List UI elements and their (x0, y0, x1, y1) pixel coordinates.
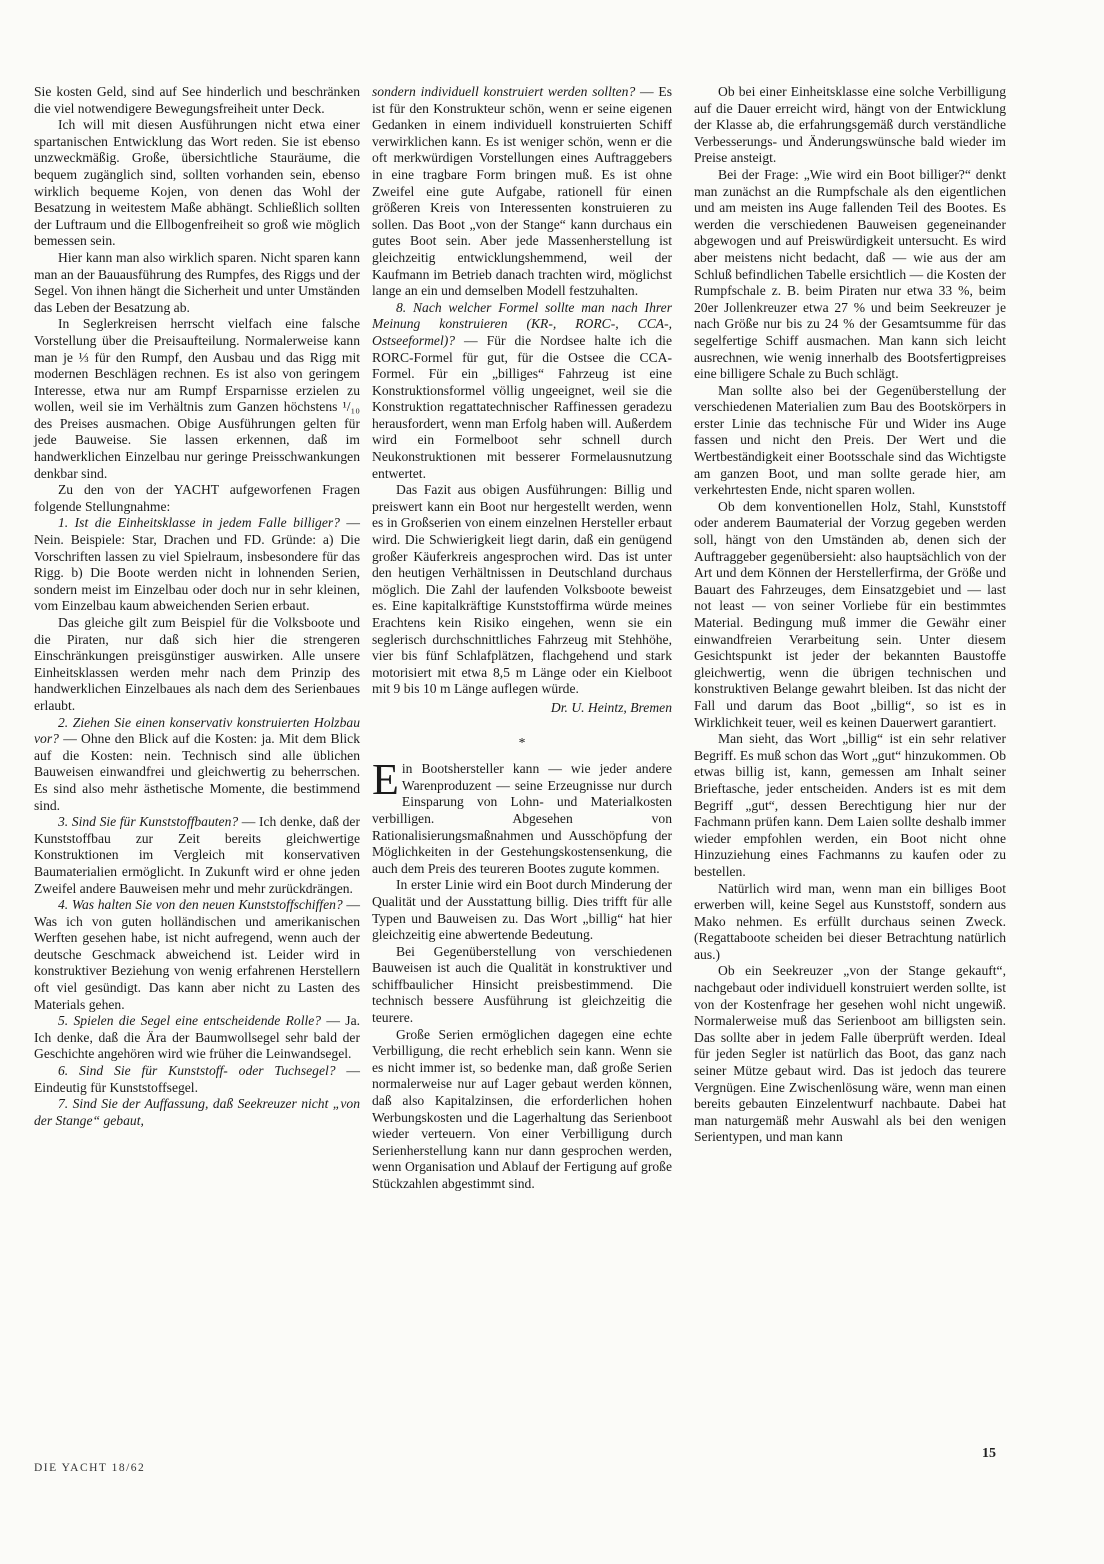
paragraph: Das Fazit aus obigen Ausführungen: Billig und preiswert kann ein Boot nur hergestellt werden, wenn es in Großserien von einem einzelnen Hersteller erbaut wird. Die Schwierigkeit liegt darin, daß ein genügend großer Käuferkreis angesprochen wird. Das ist unter den heutigen Verhältnissen in Deutschland durchaus möglich. Die Zahl der laufenden Volksboote beweist es. Eine kapitalkräftige Kunststoffirma würde meines Erachtens kein Risiko eingehen, wenn sie ein seglerisch durchschnittliches Fahrzeug mit Stehhöhe, vier bis fünf Schlafplätzen, flachgehend und stark motorisiert mit etwa 8,5 m Länge oder ein Kielboot mit 9 bis 10 m Länge auflegen würde. (372, 482, 672, 697)
author-signature: Dr. U. Heintz, Bremen (550, 699, 672, 715)
question-7-end: sondern individuell konstruiert werden sollten? (372, 84, 636, 99)
answer-3: — Ich denke, daß der Kunststoffbau zur Zeit bereits gleichwertige Konstruktionen im Vergleich mit konservativen Baumaterialien ermöglicht. In Zukunft wird er ohne jeden Zweifel andere Bauweisen mehr und mehr zurückdrängen. (34, 814, 360, 896)
question-answer-8 (372, 300, 672, 483)
magazine-issue: DIE YACHT 18/62 (34, 1462, 146, 1474)
paragraph: Zu den von der YACHT aufgeworfenen Fragen folgende Stellungnahme: (34, 482, 360, 514)
question-5: 5. Spielen die Segel eine entscheidende Rolle? (58, 1013, 322, 1029)
paragraph: Sie kosten Geld, sind auf See hinderlich und beschränken die viel notwendigere Bewegungsfreiheit unter Deck. (34, 84, 360, 116)
question-3: 3. Sind Sie für Kunststoffbauten? (58, 814, 239, 830)
paragraph: Das gleiche gilt zum Beispiel für die Volksboote und die Piraten, nur daß sich hier die strengeren Einschränkungen preisgünstiger auswirken. Alle unsere Einheitsklassen werden mehr nach dem Prinzip des handwerklichen Einzelbaues als nach dem des Serienbaues erlaubt. (34, 615, 360, 713)
text-column-2 (372, 84, 672, 1193)
paragraph: Bei Gegenüberstellung von verschiedenen Bauweisen ist auch die Qualität in konstruktiver und schiffbaulicher Hinsicht preisbestimmend. Die technisch bessere Ausführung ist gleichzeitig die teurere. (372, 943, 672, 1026)
question-2: 2. Ziehen Sie einen konservativ konstruierten Holzbau vor? (34, 714, 360, 747)
paragraph: In Seglerkreisen herrscht vielfach eine falsche Vorstellung über die Preisaufteilung. Normalerweise kann man je ⅓ für den Rumpf, den Ausbau und das Rigg mit modernen Beschlägen rechnen. Es ist also von geringem Interesse, etwa nur am Rumpf Ersparnisse erzielen zu wollen, weil sie im Verhältnis zum Ganzen höchstens ¹/₁₀ des Preises ausmachen. Obige Ausführungen gelten für jede Bauweise. Sie lassen erkennen, daß im handwerklichen Einzelbau nur geringe Preisschwankungen denkbar sind. (34, 316, 360, 481)
paragraph: In erster Linie wird ein Boot durch Minderung der Qualität und der Ausstattung billig. Dies trifft für alle Typen und Bauweisen zu. Das Wort „billig“ hat hier gleichzeitig eine abwertende Bedeutung. (372, 877, 672, 943)
paragraph: Man sieht, das Wort „billig“ ist ein sehr relativer Begriff. Es muß schon das Wort „gut“ hinzukommen. Ob etwas billig ist, kann, gemessen am Inhalt seiner Brieftasche, jeder entscheiden. Anders ist es mit dem Begriff „gut“, dessen Berechtigung hier nur der Fachmann prüfen kann. Dem Laien sollte deshalb immer wieder empfohlen werden, ein Boot nicht ohne Hinzuziehung eines Fachmanns zu kaufen oder zu bestellen. (694, 731, 1006, 879)
answer-4: — Was ich von guten holländischen und amerikanischen Werften gesehen habe, ist nicht aufregend, wenn auch der deutsche Geschmack abweichend ist. Leider wird in konstruktiver Beziehung von wenig erfahrenen Herstellern oft viel gesündigt. Das kann aber nicht zu Lasten des Materials gehen. (34, 897, 361, 1012)
paragraph: Ich will mit diesen Ausführungen nicht etwa einer spartanischen Entwicklung das Wort reden. Sie ist ebenso unzweckmäßig. Große, übersichtliche Stauräume, die bequem zugänglich sind, sollten vorhanden sein, ebenso wirklich bequeme Kojen, von denen das Wohl der Besatzung in weitestem Maße abhängt. Schließlich sollten der Luftraum und die Ellbogenfreiheit so groß wie möglich bemessen sein. (34, 117, 360, 249)
answer-1: — Nein. Beispiele: Star, Drachen und FD. Gründe: a) Die Vorschriften lassen zu viel Spielraum, insbesondere für das Rigg. b) Die Boote werden nicht in lohnenden Serien, sondern meist im Einzelbau oder doch nur in sehr kleinen, vom Einzelbau kaum abweichenden Serien erbaut. (34, 515, 360, 614)
paragraph: Man sollte also bei der Gegenüberstellung der verschiedenen Materialien zum Bau des Bootskörpers in erster Linie das technische Für und Wider ins Auge fassen und nicht den Preis. Der Wert und die Wertbeständigkeit einer Bootsschale sind das Wichtigste am ganzen Boot, und man sollte gerade hier, am verkehrtesten Ende, nicht sparen wollen. (694, 382, 1006, 498)
paragraph-dropcap: Ein Bootshersteller kann — wie jeder andere Warenproduzent — seine Erzeugnisse nur durch Einsparung von Lohn- und Materialkosten verbilligen. Abgesehen von Rationalisierungsmaßnahmen und Ausschöpfung der Möglichkeiten in der Gestehungskostensenkung, die auch dem Preis des teureren Bootes zugute kommen. (372, 755, 672, 876)
question-answer-2 (34, 715, 360, 815)
question-7-start: 7. Sind Sie der Auffassung, daß Seekreuzer nicht „von der Stange“ gebaut, (34, 1096, 360, 1128)
paragraph: Natürlich wird man, wenn man ein billiges Boot erwerben will, keine Segel aus Kunststoff, sondern aus Mako nehmen. Es erfüllt durchaus seinen Zweck. (Regattaboote scheiden bei dieser Betrachtung natürlich aus.) (694, 880, 1006, 962)
question-answer-1 (34, 515, 360, 615)
paragraph: Ob dem konventionellen Holz, Stahl, Kunststoff oder anderem Baumaterial der Vorzug gegeben werden soll, hängt von den Umständen ab, denen sich der Auftraggeber gegenübersieht: also hauptsächlich von der Art und dem Können der Herstellerfirma, der Größe und Bauart des Fahrzeuges, dem Einsatzgebiet und — last not least — von seiner Vorliebe für ein bestimmtes Material. Bedingung muß immer die Gewähr einer einwandfreien Verarbeitung sein. Unter diesem Gesichtspunkt ist jeder der bekannten Baustoffe gleichwertig, wenn die übrigen technischen und konstruktiven Belange gewahrt bleiben. Ist das nicht der Fall und darum das Boot „billig“, so ist es in Wirklichkeit teuer, weil es keinen Dauerwert garantiert. (694, 498, 1006, 730)
text-column-1 (34, 84, 360, 1129)
page-number: 15 (982, 1446, 996, 1461)
answer-6: — Eindeutig für Kunststoffsegel. (34, 1063, 361, 1095)
question-answer-7 (372, 84, 672, 300)
question-answer-4 (34, 897, 360, 1013)
question-answer-5 (34, 1013, 360, 1063)
paragraph: Große Serien ermöglichen dagegen eine echte Verbilligung, die recht erheblich sein kann. Wenn sie es nicht immer ist, so bedenke man, daß große Serien normalerweise nur auf Lager gebaut werden können, daß also Kapitalzinsen, die erforderlichen hohen Werbungskosten und die Lagerhaltung das Serienboot wieder verteuern. Von einer Verbilligung durch Serienherstellung kann nur dann gesprochen werden, wenn Organisation und Ablauf der Fertigung auf große Stückzahlen abgestimmt sind. (372, 1026, 672, 1191)
question-4: 4. Was halten Sie von den neuen Kunststoffschiffen? (58, 897, 343, 913)
answer-8: — Für die Nordsee halte ich die RORC-Formel für gut, für die Ostsee die CCA-Formel. Für ein „billiges“ Fahrzeug ist eine Konstruktionsformel völlig ungeeignet, weil sie die Konstruktion regattatechnischer Raffinessen geradezu herausfordert, wenn man Erfolg haben will. Außerdem wird ein Formelboot sehr schnell durch Neukonstruktionen mit besserer Formelausnutzung entwertet. (372, 332, 672, 481)
question-6: 6. Sind Sie für Kunststoff- oder Tuchsegel? (58, 1063, 336, 1079)
text-column-3 (694, 84, 1006, 1146)
question-answer-3 (34, 814, 360, 897)
question-8: 8. Nach welcher Formel sollte man nach Ihrer Meinung konstruieren (KR-, RORC-, CCA-, Ostseeformel)? (372, 299, 672, 348)
question-1: 1. Ist die Einheitsklasse in jedem Falle billiger? (58, 515, 340, 531)
paragraph: Bei der Frage: „Wie wird ein Boot billiger?“ denkt man zunächst an die Rumpfschale als den eigentlichen und am meisten ins Auge fallenden Teil des Bootes. Es werden die verschiedenen Bauweisen gegeneinander abgewogen und auf Preiswürdigkeit untersucht. Es wird aber meistens nicht bedacht, daß — wie aus der am Schluß befindlichen Tabelle ersichtlich — die Kosten der Rumpfschale z. B. beim Piraten nur etwa 33 %, beim 20er Jollenkreuzer etwa 27 % und beim Seekreuzer je nach Größe nur bis zu 24 % der Gesamtsumme für das segelfertige Schiff ausmachen. Man kann sich leicht ausrechnen, wie wenig innerhalb des Bootsfertigpreises eine billigere Schale zu Buch schlägt. (694, 166, 1006, 382)
answer-5: — Ja. Ich denke, daß die Ära der Baumwollsegel sehr bald der Geschichte angehören wird wie früher die Leinwandsegel. (34, 1013, 360, 1062)
answer-2: — Ohne den Blick auf die Kosten: ja. Mit dem Blick auf die Kosten: nein. Technisch sind alle üblichen Bauweisen einwandfrei und gleichwertig zu beherrschen. Es sind also mehr ästhetische Momente, die bestimmend sind. (34, 731, 360, 813)
answer-7: — Es ist für den Konstrukteur schön, wenn er seine eigenen Gedanken in einem individuell konstruierten Schiff verwirklichen kann. Es ist weniger schön, wenn er die oft merkwürdigen Vorstellungen eines Auftraggebers in eine tragbare Form bringen muß. Es ist ohne Zweifel eine gute Aufgabe, rationell für einen größeren Kreis von Interessenten konstruieren zu sollen. Das Boot „von der Stange“ kann durchaus ein gutes Boot sein. Aber jede Massenherstellung ist gleichzeitig entwicklungshemmend, weil der Kaufmann im Betrieb danach trachten wird, möglichst lange an ein und demselben Modell festzuhalten. (372, 84, 673, 299)
paragraph: Ob ein Seekreuzer „von der Stange gekauft“, nachgebaut oder individuell konstruiert werden sollte, ist von der Kostenfrage her gesehen wohl nicht ungewiß. Normalerweise muß das Serienboot am billigsten sein. Das sollte aber in jedem Falle überprüft werden. Ideal für jeden Segler ist natürlich das Boot, das ganz nach seiner Mütze gebaut wird. Das ist jedoch das teurere Vergnügen. Eine Zwischenlösung wäre, wenn man einen bereits gebauten Einzelentwurf nachbaute. Dabei hat man naturgemäß mehr Auswahl als bei den wenigen Serientypen, und man kann (694, 963, 1006, 1145)
question-answer-6 (34, 1063, 360, 1096)
paragraph: Hier kann man also wirklich sparen. Nicht sparen kann man an der Bauausführung des Rumpfes, des Riggs und der Segel. Von ihnen hängt die Sicherheit und unter Umständen das Leben der Besatzung ab. (34, 249, 360, 315)
paragraph: Ob bei einer Einheitsklasse eine solche Verbilligung auf die Dauer erreicht wird, hängt von der Entwicklung der Klasse ab, die erfahrungsgemäß durch verständliche Verbesserungs- und Änderungswünsche bald wieder im Preise ansteigt. (694, 84, 1006, 166)
section-separator: * (518, 734, 526, 750)
